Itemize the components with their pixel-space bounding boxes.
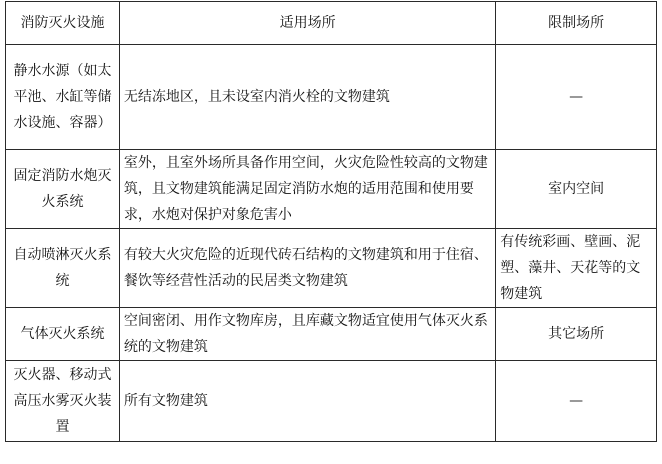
applicable-cell: 所有文物建筑 [119,361,495,442]
header-facility: 消防灭火设施 [6,2,120,45]
table-row [6,361,657,442]
facility-cell: 气体灭火系统 [6,308,120,361]
table-row [6,229,657,308]
header-restricted: 限制场所 [496,2,657,45]
facility-cell: 自动喷淋灭火系统 [6,229,120,308]
restricted-cell: — [496,361,657,442]
table-row [6,150,657,229]
facility-cell: 灭火器、移动式高压水雾灭火装置 [6,361,120,442]
fire-facility-table [5,1,657,442]
header-applicable: 适用场所 [119,2,495,45]
applicable-cell: 空间密闭、用作文物库房，且库藏文物适宜使用气体灭火系统的文物建筑 [119,308,495,361]
restricted-cell: 室内空间 [496,150,657,229]
table-row [6,45,657,150]
applicable-cell: 有较大火灾危险的近现代砖石结构的文物建筑和用于住宿、餐饮等经营性活动的民居类文物建筑 [119,229,495,308]
restricted-cell: 其它场所 [496,308,657,361]
restricted-cell: 有传统彩画、壁画、泥塑、藻井、天花等的文物建筑 [496,229,657,308]
facility-cell: 固定消防水炮灭火系统 [6,150,120,229]
table-row [6,308,657,361]
facility-cell: 静水水源（如太平池、水缸等储水设施、容器） [6,45,120,150]
applicable-cell: 无结冻地区，且未设室内消火栓的文物建筑 [119,45,495,150]
applicable-cell: 室外，且室外场所具备作用空间，火灾危险性较高的文物建筑，且文物建筑能满足固定消防水炮的适用范围和使用要求，水炮对保护对象危害小 [119,150,495,229]
restricted-cell: — [496,45,657,150]
table-header-row [6,2,657,45]
